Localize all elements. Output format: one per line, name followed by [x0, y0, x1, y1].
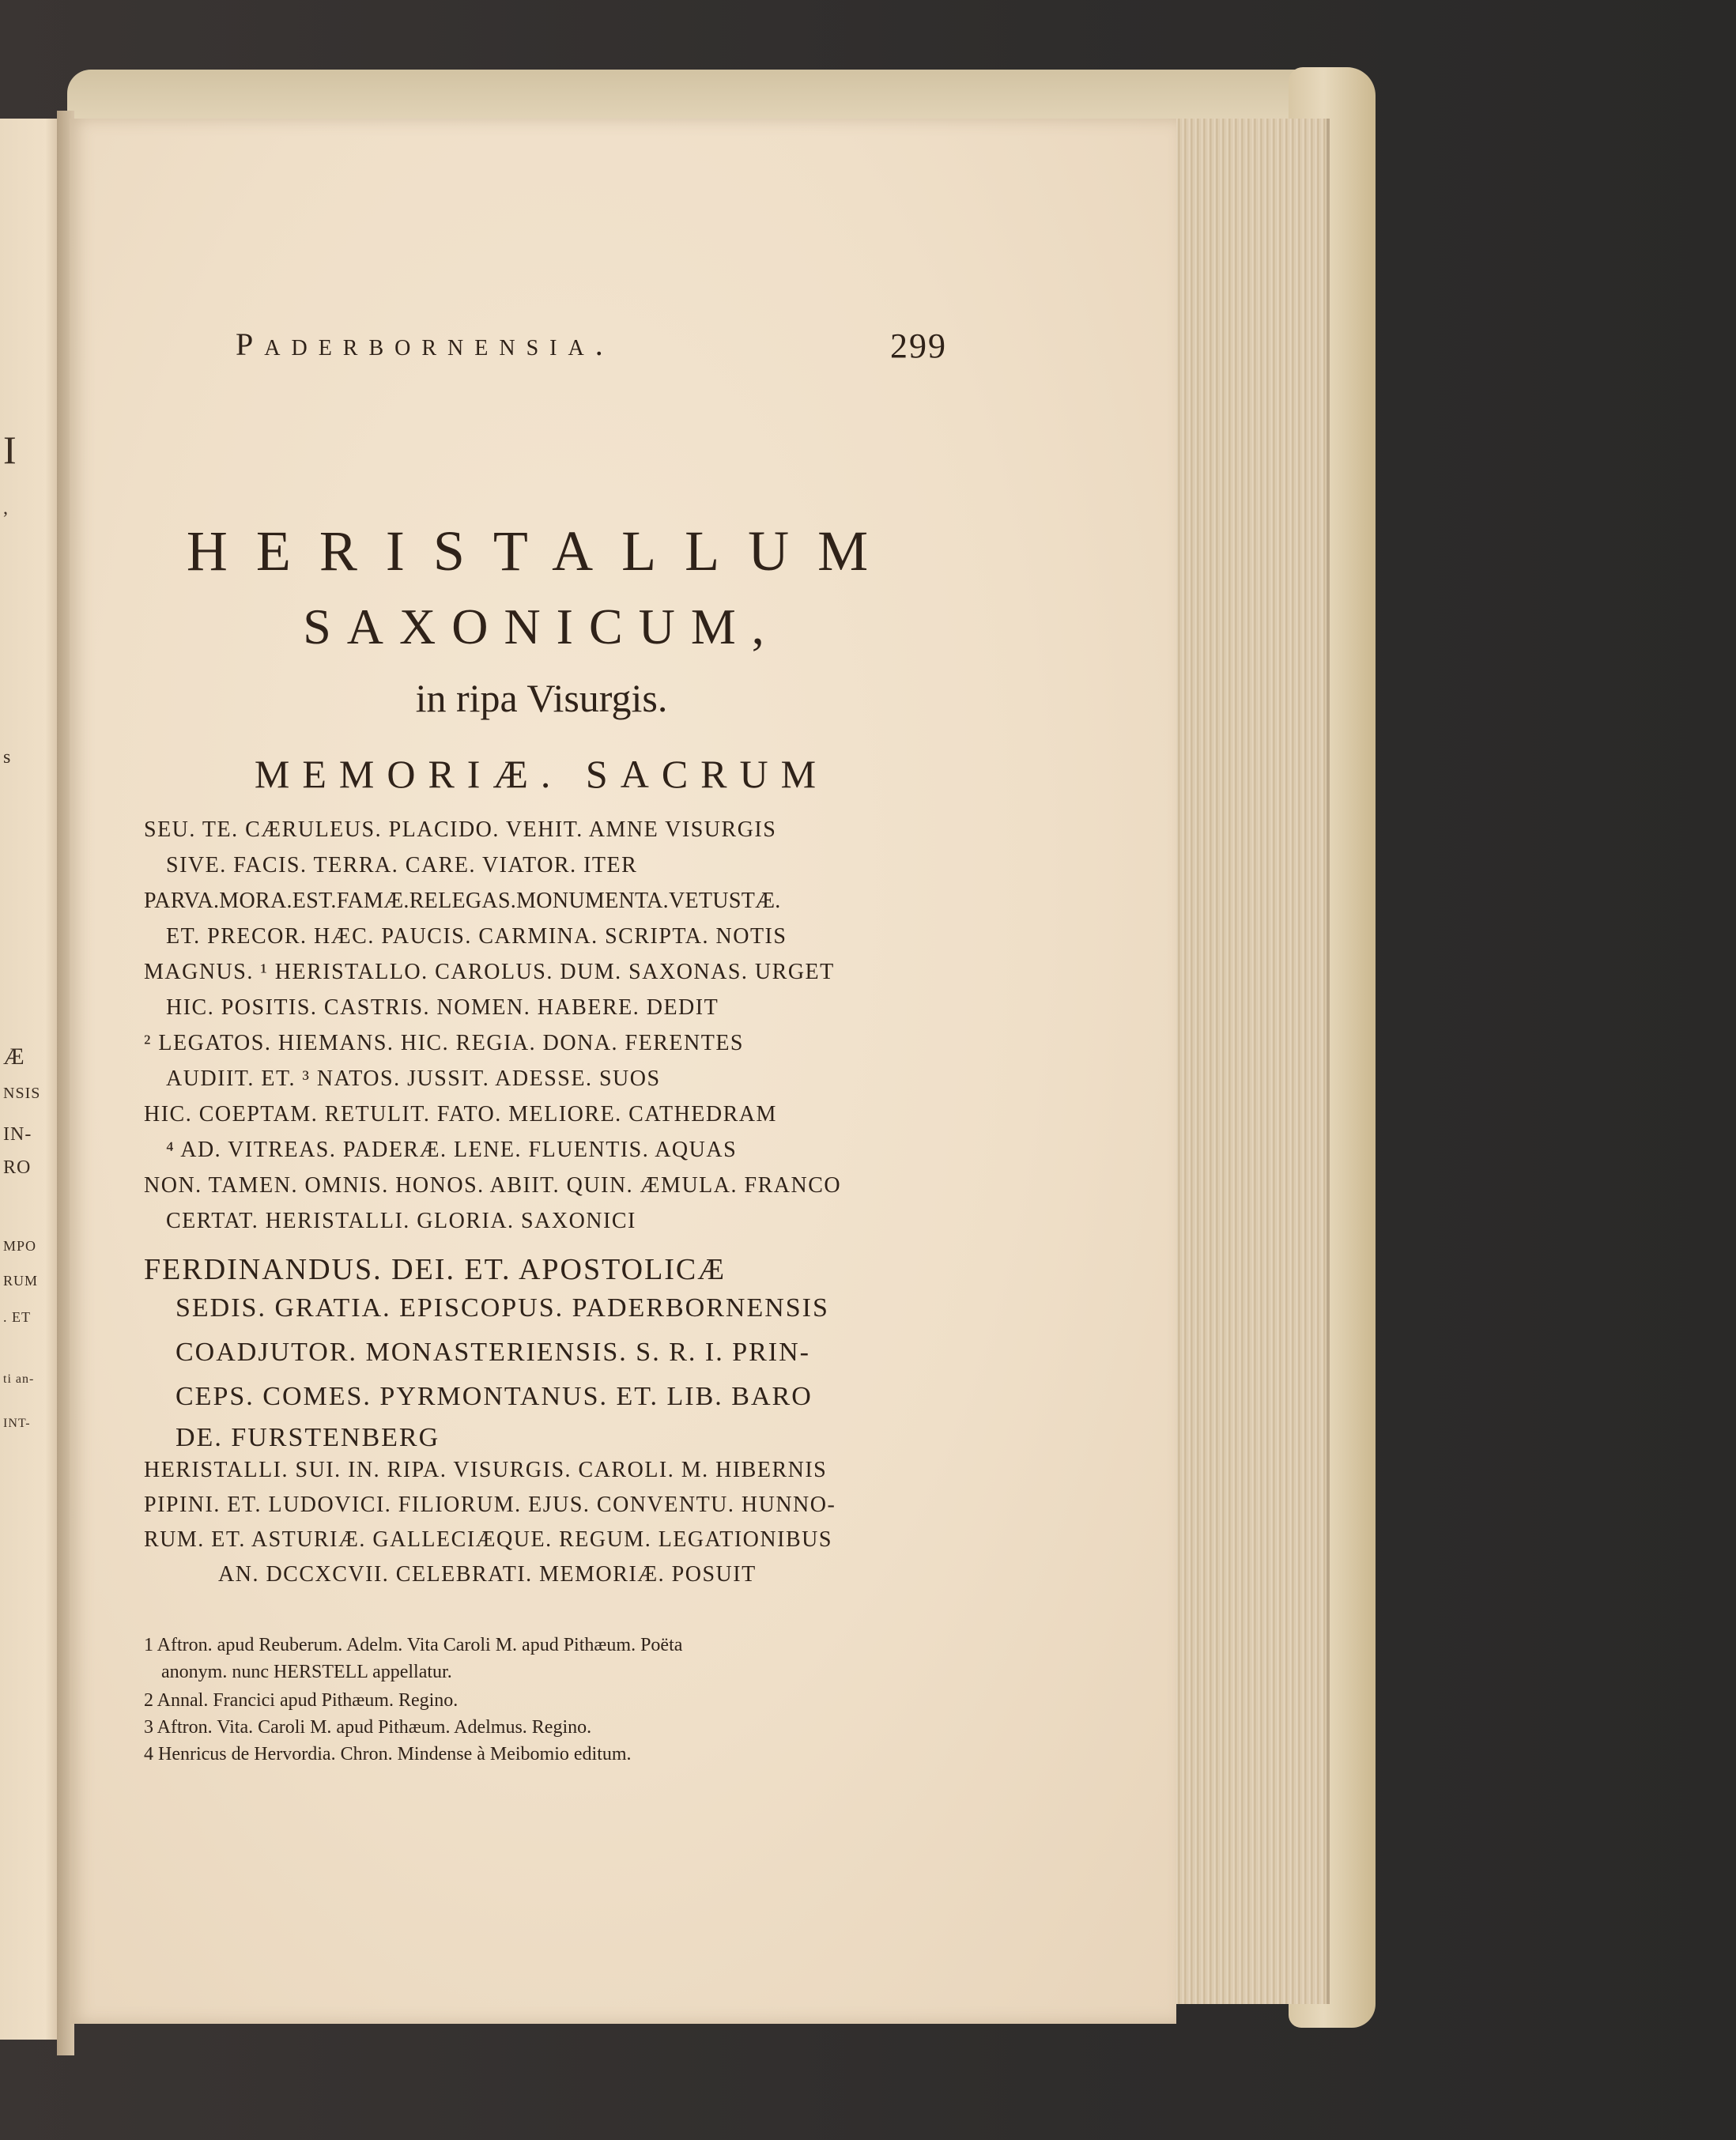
- verse-line: SIVE. FACIS. TERRA. CARE. VIATOR. ITER: [166, 853, 638, 878]
- left-fragment: RO: [3, 1157, 32, 1178]
- left-fragment: INT-: [3, 1417, 31, 1430]
- running-head-title: Paderbornensia.: [236, 326, 614, 362]
- footnote: anonym. nunc HERSTELL appellatur.: [161, 1662, 452, 1682]
- verse-line: ⁴ AD. VITREAS. PADERÆ. LENE. FLUENTIS. AQUAS: [166, 1138, 738, 1162]
- posuit-line: HERISTALLI. SUI. IN. RIPA. VISURGIS. CAROLI. M. HIBERNIS: [144, 1458, 828, 1482]
- dedication-line: COADJUTOR. MONASTERIENSIS. S. R. I. PRIN-: [175, 1338, 811, 1367]
- left-fragment: Æ: [3, 1044, 25, 1070]
- recto-page: [70, 119, 1176, 2024]
- title-line-1: HERISTALLUM: [186, 519, 897, 583]
- verse-line: ² LEGATOS. HIEMANS. HIC. REGIA. DONA. FERENTES: [144, 1031, 744, 1055]
- footnote: 4 Henricus de Hervordia. Chron. Mindense à Meibomio editum.: [144, 1744, 632, 1764]
- page-edges: [1168, 119, 1330, 2004]
- left-fragment: IN-: [3, 1124, 32, 1145]
- left-fragment: I: [3, 428, 17, 472]
- footnote: 1 Aftron. apud Reuberum. Adelm. Vita Caroli M. apud Pithæum. Poëta: [144, 1635, 683, 1655]
- dedication-line: CEPS. COMES. PYRMONTANUS. ET. LIB. BARO: [175, 1382, 813, 1411]
- left-fragment: . ET: [3, 1309, 31, 1325]
- verse-line: SEU. TE. CÆRULEUS. PLACIDO. VEHIT. AMNE VISURGIS: [144, 817, 777, 842]
- dedication-line: DE. FURSTENBERG: [175, 1423, 440, 1452]
- posuit-line: AN. DCCXCVII. CELEBRATI. MEMORIÆ. POSUIT: [218, 1562, 757, 1587]
- posuit-line: PIPINI. ET. LUDOVICI. FILIORUM. EJUS. CONVENTU. HUNNO-: [144, 1493, 836, 1517]
- left-page-edge: [0, 119, 65, 2040]
- footnote: 2 Annal. Francici apud Pithæum. Regino.: [144, 1690, 459, 1711]
- left-fragment: MPO: [3, 1238, 37, 1254]
- verse-line: AUDIIT. ET. ³ NATOS. JUSSIT. ADESSE. SUOS: [166, 1066, 661, 1091]
- dedication-line: FERDINANDUS. DEI. ET. APOSTOLICÆ: [144, 1253, 726, 1286]
- dedication-line: SEDIS. GRATIA. EPISCOPUS. PADERBORNENSIS: [175, 1293, 829, 1323]
- left-fragment: ,: [3, 498, 9, 519]
- verse-line: MAGNUS. ¹ HERISTALLO. CAROLUS. DUM. SAXONAS. URGET: [144, 960, 835, 984]
- verse-line: PARVA.MORA.EST.FAMÆ.RELEGAS.MONUMENTA.VETUSTÆ.: [144, 889, 781, 913]
- title-line-3: in ripa Visurgis.: [415, 676, 668, 720]
- left-fragment: RUM: [3, 1273, 39, 1289]
- footnote: 3 Aftron. Vita. Caroli M. apud Pithæum. Adelmus. Regino.: [144, 1717, 592, 1738]
- verse-line: HIC. COEPTAM. RETULIT. FATO. MELIORE. CATHEDRAM: [144, 1102, 777, 1127]
- left-fragment: ti an-: [3, 1372, 35, 1386]
- title-line-4: MEMORIÆ. SACRUM: [254, 752, 829, 796]
- title-line-2: SAXONICUM,: [303, 598, 780, 655]
- verse-line: ET. PRECOR. HÆC. PAUCIS. CARMINA. SCRIPTA. NOTIS: [166, 924, 787, 949]
- running-head: [236, 326, 947, 373]
- verse-line: NON. TAMEN. OMNIS. HONOS. ABIIT. QUIN. ÆMULA. FRANCO: [144, 1173, 842, 1198]
- verse-line: CERTAT. HERISTALLI. GLORIA. SAXONICI: [166, 1209, 636, 1233]
- page-number: 299: [890, 326, 947, 365]
- verse-line: HIC. POSITIS. CASTRIS. NOMEN. HABERE. DEDIT: [166, 995, 719, 1020]
- left-fragment: NSIS: [3, 1085, 41, 1102]
- left-fragment: s: [3, 747, 12, 768]
- posuit-line: RUM. ET. ASTURIÆ. GALLECIÆQUE. REGUM. LEGATIONIBUS: [144, 1527, 832, 1552]
